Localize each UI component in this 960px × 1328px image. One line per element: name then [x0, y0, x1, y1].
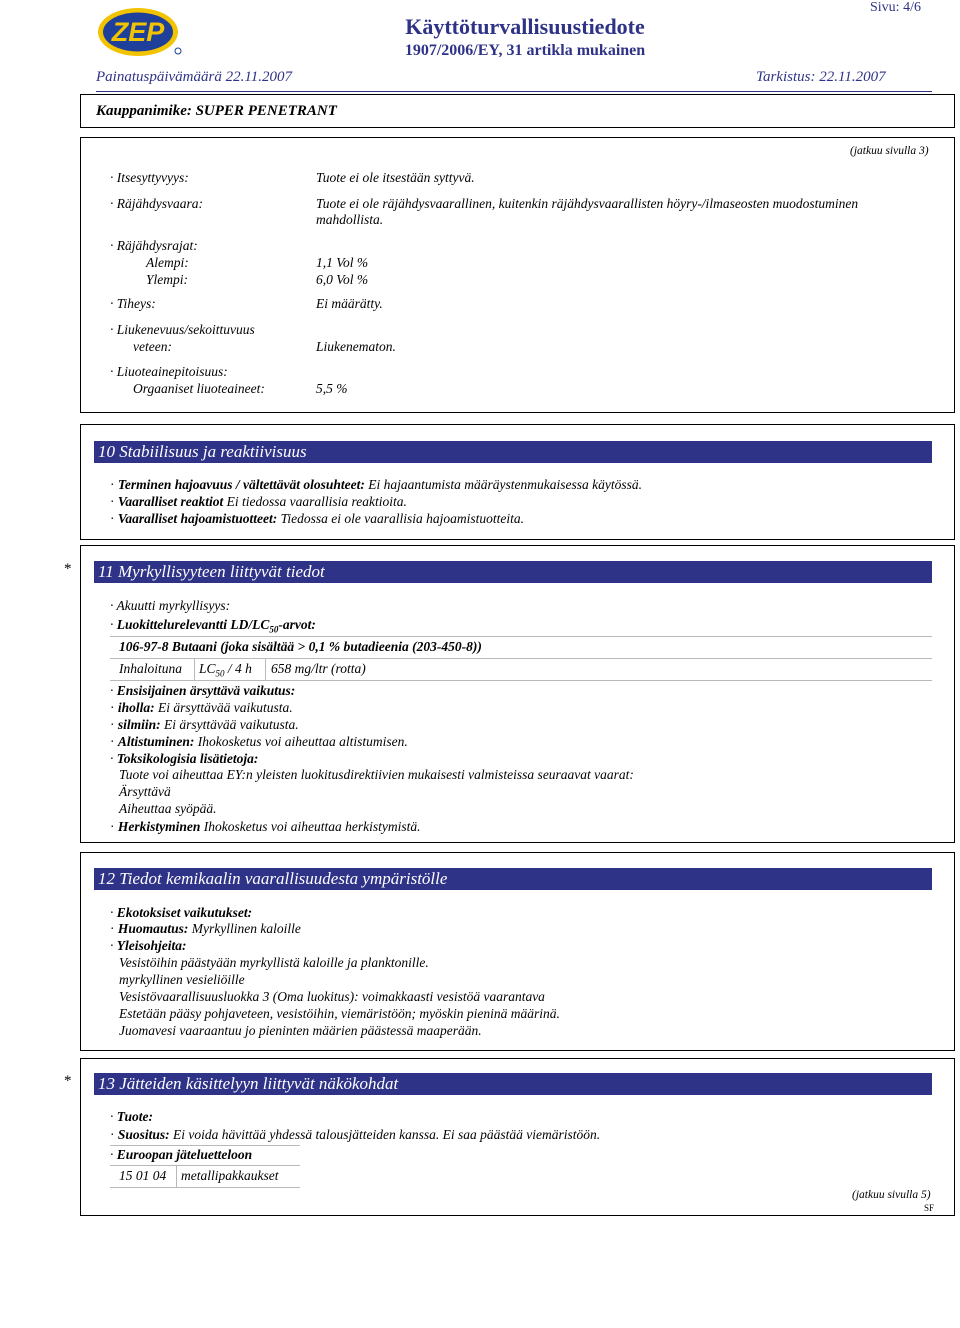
waste-code: 15 01 04 — [119, 1168, 167, 1183]
dangerous-reactions: · Vaaralliset reaktiot Ei tiedossa vaarallisia reaktioita. — [110, 494, 407, 510]
general-note-3: Vesistövaarallisuusluokka 3 (Oma luokitus): voimakkaasti vesistöä vaarantava — [119, 989, 545, 1004]
language-code: SF — [924, 1203, 935, 1213]
general-note-5: Juomavesi vaaraantuu jo pieninten määrien päästessä maaperään. — [119, 1023, 482, 1038]
explosion-limits-label: · Räjähdysrajat: — [110, 238, 198, 254]
waste-table-line-1 — [110, 1145, 300, 1146]
eye-irritation: · silmiin: Ei ärsyttävää vaikutusta. — [110, 717, 299, 733]
sensitization: · Herkistyminen Ihokosketus voi aiheuttaa herkistymistä. — [110, 819, 420, 835]
primary-irritation-label: · Ensisijainen ärsyttävä vaikutus: — [110, 683, 295, 699]
section-13-title: 13 Jätteiden käsittelyyn liittyvät näkökohdat — [94, 1073, 932, 1095]
ecotox-note: · Huomautus: Myrkyllinen kaloille — [110, 921, 301, 937]
table-line-2 — [110, 658, 932, 659]
lower-limit-label: Alempi: — [146, 255, 189, 270]
toxicology-text-3: Aiheuttaa syöpää. — [119, 801, 217, 816]
document-subtitle: 1907/2006/EY, 31 artikla mukainen — [404, 42, 646, 59]
waste-table-vline — [176, 1165, 177, 1187]
exposure-route: Inhaloituna — [119, 661, 182, 676]
solubility-water-label: veteen: — [133, 339, 172, 354]
solubility-value: Liukenematon. — [316, 339, 396, 354]
section-12-title: 12 Tiedot kemikaalin vaarallisuudesta ympäristölle — [94, 868, 932, 890]
autoignition-value: Tuote ei ole itsestään syttyvä. — [316, 170, 475, 185]
solubility-label: · Liukenevuus/sekoittuvuus — [110, 322, 255, 338]
toxicology-text-2: Ärsyttävä — [119, 784, 171, 799]
document-title: Käyttöturvallisuustiedote — [405, 14, 645, 39]
lc50-label: $LC_{50} / 4$ h — [199, 661, 252, 679]
general-note-1: Vesistöihin päästyään myrkyllistä kaloille ja planktonille. — [119, 955, 429, 970]
general-note-2: myrkyllinen vesieliöille — [119, 972, 245, 987]
section-10-title: 10 Stabiilisuus ja reaktiivisuus — [94, 441, 932, 463]
organic-solvents-label: Orgaaniset liuoteaineet: — [133, 381, 265, 396]
upper-limit-value: 6,0 Vol % — [316, 272, 369, 287]
skin-irritation: · iholla: Ei ärsyttävää vaikutusta. — [110, 700, 293, 716]
section-11-title: 11 Myrkyllisyyteen liittyvät tiedot — [94, 561, 932, 583]
density-value: Ei määrätty. — [316, 296, 383, 311]
recommendation: · Suositus: Ei voida hävittää yhdessä talousjätteiden kanssa. Ei saa päästää viemäristöön. — [110, 1127, 600, 1143]
exposure-info: · Altistuminen: Ihokosketus voi aiheuttaa altistumisen. — [110, 734, 408, 750]
upper-limit-label: Ylempi: — [146, 272, 188, 287]
revision-star-11: * — [64, 561, 72, 577]
product-label: · Tuote: — [110, 1109, 153, 1125]
revision-star-13: * — [64, 1073, 72, 1089]
ld-lc-values-label: · Luokittelurelevantti $LD/LC_{50}$-arvot: — [110, 617, 316, 635]
acute-toxicity-label: · Akuutti myrkyllisyys: — [110, 598, 230, 614]
table-vline-2 — [265, 658, 266, 680]
waste-catalog-label: · Euroopan jäteluetteloon — [110, 1147, 252, 1163]
substance-label: 106-97-8 Butaani (joka sisältää > 0,1 % butadieenia (203-450-8)) — [119, 639, 482, 654]
toxicology-text-1: Tuote voi aiheuttaa EY:n yleisten luokitusdirektiivien mukaisesti valmisteissa seuraavat vaarat: — [119, 767, 634, 782]
explosion-danger-value: Tuote ei ole räjähdysvaarallinen, kuitenkin räjähdysvaarallisten höyry-/ilmaseosten muodostuminen — [316, 196, 859, 211]
waste-description: metallipakkaukset — [181, 1168, 279, 1183]
general-note-4: Estetään pääsy pohjaveteen, vesistöihin, viemäristöön; myöskin pieninä määrinä. — [119, 1006, 560, 1021]
toxicology-info-label: · Toksikologisia lisätietoja: — [110, 751, 258, 767]
zep-logo — [96, 6, 184, 58]
revision-date: Tarkistus: 22.11.2007 — [756, 69, 886, 85]
table-line-1 — [110, 636, 932, 637]
table-line-3 — [110, 680, 932, 681]
ecotoxic-effects-label: · Ekotoksiset vaikutukset: — [110, 905, 252, 921]
thermal-decomposition: · Terminen hajoavuus / vältettävät olosuhteet: Ei hajaantumista määräystenmukaisessa käytössä. — [110, 477, 642, 493]
logo-text: ZEP — [111, 17, 165, 47]
table-vline-1 — [194, 658, 195, 680]
general-notes-label: · Yleisohjeita: — [110, 938, 187, 954]
explosion-danger-value-2: mahdollista. — [316, 212, 384, 227]
explosion-danger-label: · Räjähdysvaara: — [110, 196, 203, 212]
trade-name: Kauppanimike: SUPER PENETRANT — [96, 103, 337, 119]
lower-limit-value: 1,1 Vol % — [316, 255, 369, 270]
print-date: Painatuspäivämäärä 22.11.2007 — [96, 69, 292, 85]
solvent-content-label: · Liuoteainepitoisuus: — [110, 364, 228, 380]
header-divider — [96, 91, 932, 92]
organic-solvents-value: 5,5 % — [316, 381, 348, 396]
waste-table-line-2 — [110, 1165, 300, 1166]
density-label: · Tiheys: — [110, 296, 156, 312]
continued-from: (jatkuu sivulla 3) — [850, 145, 929, 157]
autoignition-label: · Itsesyttyvyys: — [110, 170, 189, 186]
continued-to: (jatkuu sivulla 5) — [852, 1189, 931, 1201]
lc50-value: 658 mg/ltr (rotta) — [271, 661, 366, 676]
waste-table-line-3 — [110, 1187, 300, 1188]
dangerous-decomposition-products: · Vaaralliset hajoamistuotteet: Tiedossa ei ole vaarallisia hajoamistuotteita. — [110, 511, 524, 527]
page-number: Sivu: 4/6 — [870, 0, 921, 15]
